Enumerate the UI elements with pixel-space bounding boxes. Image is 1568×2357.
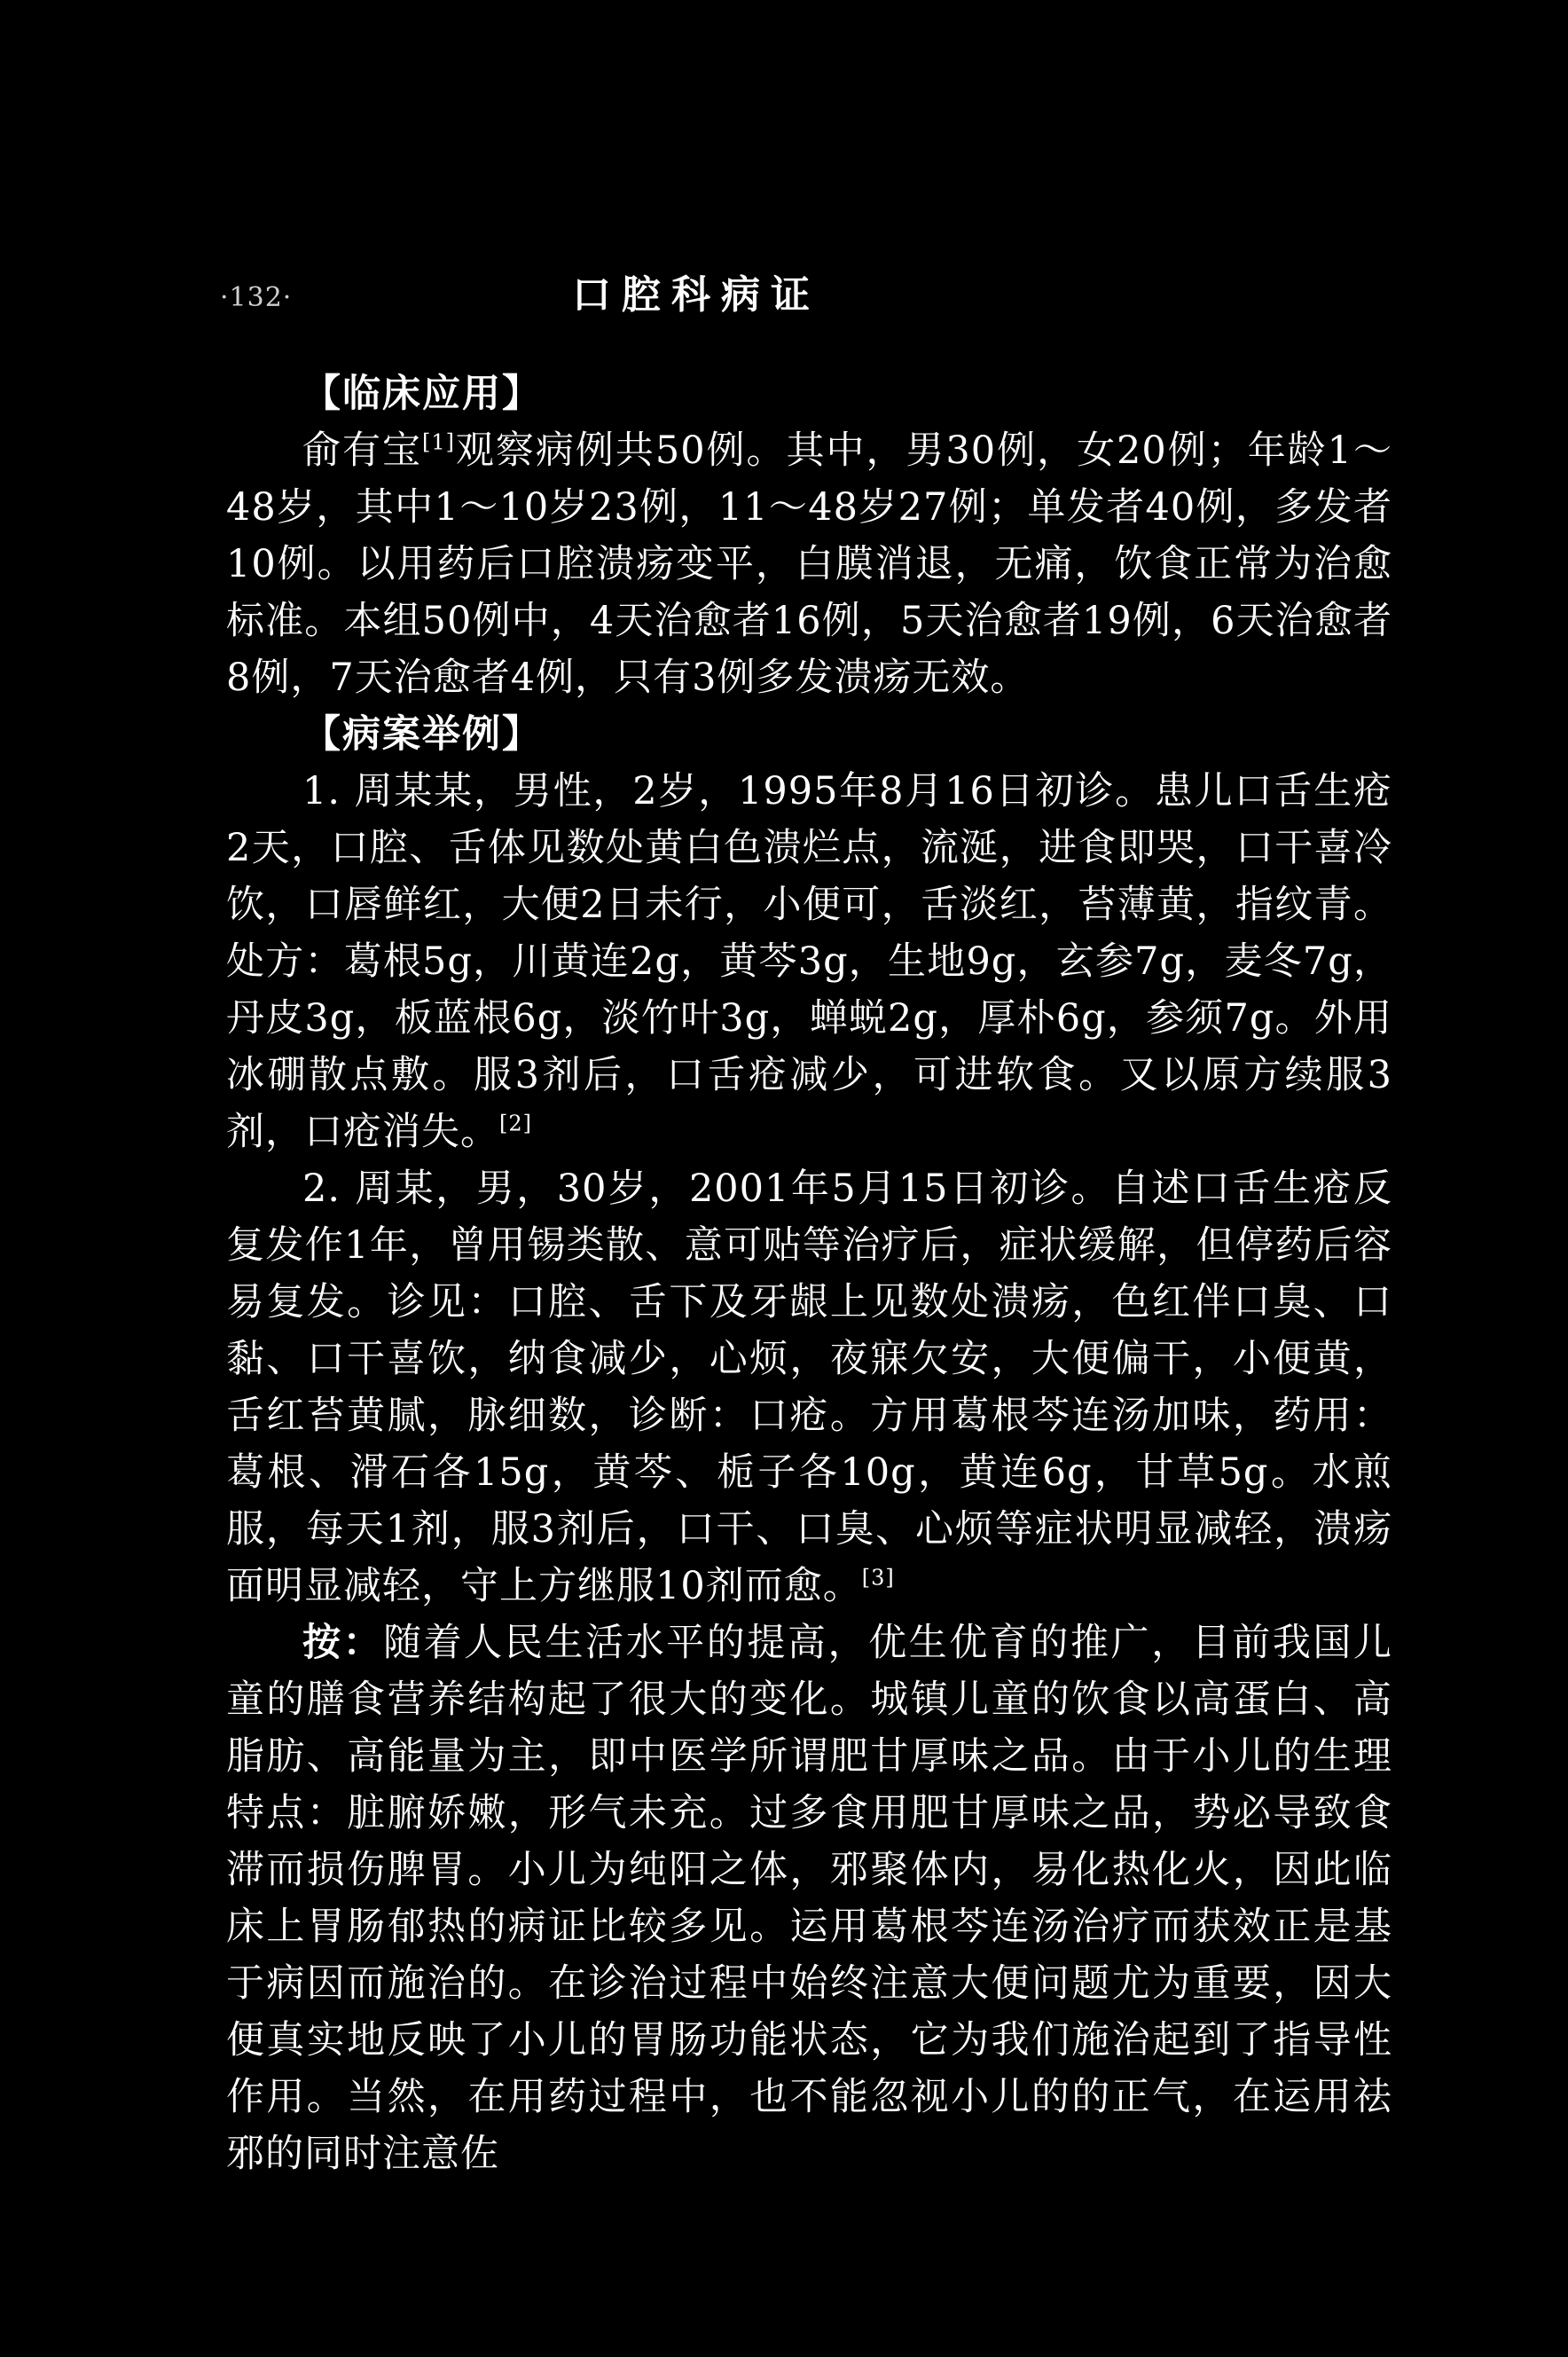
case-1-text: 1. 周某某，男性，2岁，1995年8月16日初诊。患儿口舌生疮2天，口腔、舌体见数处黄白色溃烂点，流涎，进食即哭，口干喜冷饮，口唇鲜红，大便2日未行，小便可，舌淡红，苔薄黄，指纹青。处方：葛根5g，川黄连2g，黄芩3g，生地9g，玄参7g，麦冬7g，丹皮3g，板蓝根6g，淡竹叶3g，蝉蜕2g，厚朴6g，参须7g。外用冰硼散点敷。服3剂后，口舌疮减少，可进软食。又以原方续服3剂，口疮消失。 [226,769,1392,1154]
clinical-application-paragraph [226,422,1392,706]
running-header: 口腔科病证 [572,272,820,318]
citation-1: [1] [421,429,455,455]
clinical-text-body: 观察病例共50例。其中，男30例，女20例；年龄1～48岁，其中1～10岁23例，11～48岁27例；单发者40例，多发者10例。以用药后口腔溃疡变平，白膜消退，无痛，饮食正常为治愈标准。本组50例中，4天治愈者16例，5天治愈者19例，6天治愈者8例，7天治愈者4例，只有3例多发溃疡无效。 [226,428,1393,700]
commentary-text: 随着人民生活水平的提高，优生优育的推广，目前我国儿童的膳食营养结构起了很大的变化。城镇儿童的饮食以高蛋白、高脂肪、高能量为主，即中医学所谓肥甘厚味之品。由于小儿的生理特点：脏腑娇嫩，形气未充。过多食用肥甘厚味之品，势必导致食滞而损伤脾胃。小儿为纯阳之体，邪聚体内，易化热化火，因此临床上胃肠郁热的病证比较多见。运用葛根芩连汤治疗而获效正是基于病因而施治的。在诊治过程中始终注意大便问题尤为重要，因大便真实地反映了小儿的胃肠功能状态，它为我们施治起到了指导性作用。当然，在用药过程中，也不能忽视小儿的的正气，在运用祛邪的同时注意佐 [226,1621,1393,2176]
citation-3: [3] [861,1565,895,1591]
commentary-paragraph [226,1615,1392,2182]
citation-2: [2] [499,1111,532,1136]
clinical-application-heading: 【临床应用】 [302,372,542,416]
commentary-label: 按： [302,1621,384,1665]
page-body [226,365,1392,2182]
case-1-paragraph [226,763,1392,1160]
clinical-text-author: 俞有宝 [302,428,422,473]
case-2-paragraph [226,1160,1392,1615]
page-number: ·132· [220,282,293,313]
case-examples-heading: 【病案举例】 [302,712,542,757]
case-2-text: 2. 周某，男，30岁，2001年5月15日初诊。自述口舌生疮反复发作1年，曾用锡类散、意可贴等治疗后，症状缓解，但停药后容易复发。诊见：口腔、舌下及牙龈上见数处溃疡，色红伴口臭、口黏、口干喜饮，纳食减少，心烦，夜寐欠安，大便偏干，小便黄，舌红苔黄腻，脉细数，诊断：口疮。方用葛根芩连汤加味，药用：葛根、滑石各15g，黄芩、栀子各10g，黄连6g，甘草5g。水煎服，每天1剂，服3剂后，口干、口臭、心烦等症状明显减轻，溃疡面明显减轻，守上方继服10剂而愈。 [226,1167,1392,1608]
